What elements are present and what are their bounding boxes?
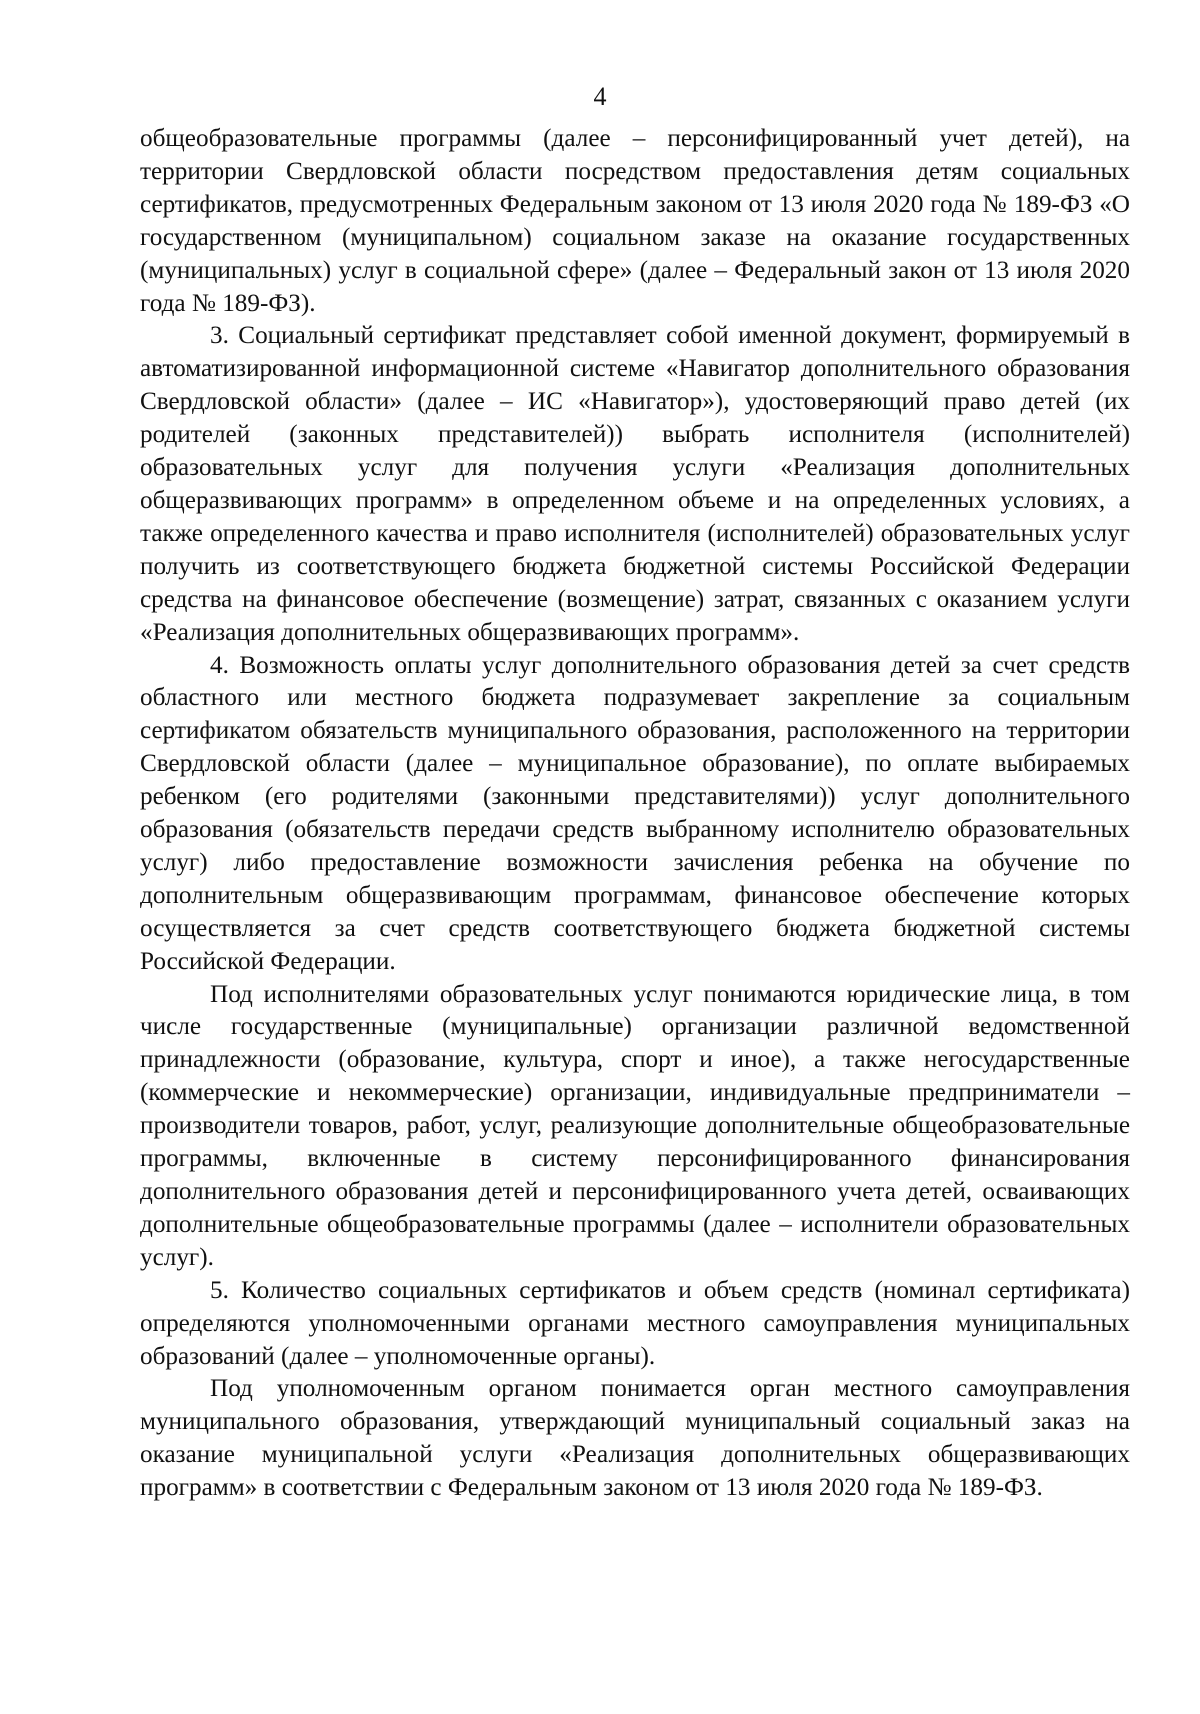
paragraph-item-4: 4. Возможность оплаты услуг дополнительного образования детей за счет средств областного или местного бюджета подразумевает закрепление за социальным сертификатом обязательств муниципального образования, расположенного на территории Свердловской области (далее – муниципальное образование), по оплате выбираемых ребенком (его родителями (законными представителями)) услуг дополнительного образования (обязательств передачи средств выбранному исполнителю образовательных услуг) либо предоставление возможности зачисления ребенка на обучение по дополнительным общеразвивающим программам, финансовое обеспечение которых осуществляется за счет средств соответствующего бюджета бюджетной системы Российской Федерации.	[140, 651, 1130, 975]
paragraph-item-5: 5. Количество социальных сертификатов и объем средств (номинал сертификата) определяются уполномоченными органами местного самоуправления муниципальных образований (далее – уполномоченные органы).	[140, 1276, 1130, 1370]
document-body	[140, 123, 1130, 1505]
paragraph-continuation: общеобразовательные программы (далее – персонифицированный учет детей), на территории Свердловской области посредством предоставления детям социальных сертификатов, предусмотренных Федеральным законом от 13 июля 2020 года № 189-ФЗ «О государственном (муниципальном) социальном заказе на оказание государственных (муниципальных) услуг в социальной сфере» (далее – Федеральный закон от 13 июля 2020 года № 189-ФЗ).	[140, 125, 1130, 317]
paragraph-service-providers: Под исполнителями образовательных услуг понимаются юридические лица, в том числе государственные (муниципальные) организации различной ведомственной принадлежности (образование, культура, спорт и иное), а также негосударственные (коммерческие и некоммерческие) организации, индивидуальные предприниматели – производители товаров, работ, услуг, реализующие дополнительные общеобразовательные программы, включенные в систему персонифицированного финансирования дополнительного образования детей и персонифицированного учета детей, осваивающих дополнительные общеобразовательные программы (далее – исполнители образовательных услуг).	[140, 980, 1130, 1271]
page-number: 4	[593, 82, 607, 111]
paragraph-item-3: 3. Социальный сертификат представляет собой именной документ, формируемый в автоматизированной информационной системе «Навигатор дополнительного образования Свердловской области» (далее – ИС «Навигатор»), удостоверяющий право детей (их родителей (законных представителей)) выбрать исполнителя (исполнителей) образовательных услуг для получения услуги «Реализация дополнительных общеразвивающих программ» в определенном объеме и на определенных условиях, а также определенного качества и право исполнителя (исполнителей) образовательных услуг получить из соответствующего бюджета бюджетной системы Российской Федерации средства на финансовое обеспечение (возмещение) затрат, связанных с оказанием услуги «Реализация дополнительных общеразвивающих программ».	[140, 322, 1130, 646]
paragraph-authorized-body: Под уполномоченным органом понимается орган местного самоуправления муниципального образования, утверждающий муниципальный социальный заказ на оказание муниципальной услуги «Реализация дополнительных общеразвивающих программ» в соответствии с Федеральным законом от 13 июля 2020 года № 189-ФЗ.	[140, 1375, 1130, 1502]
